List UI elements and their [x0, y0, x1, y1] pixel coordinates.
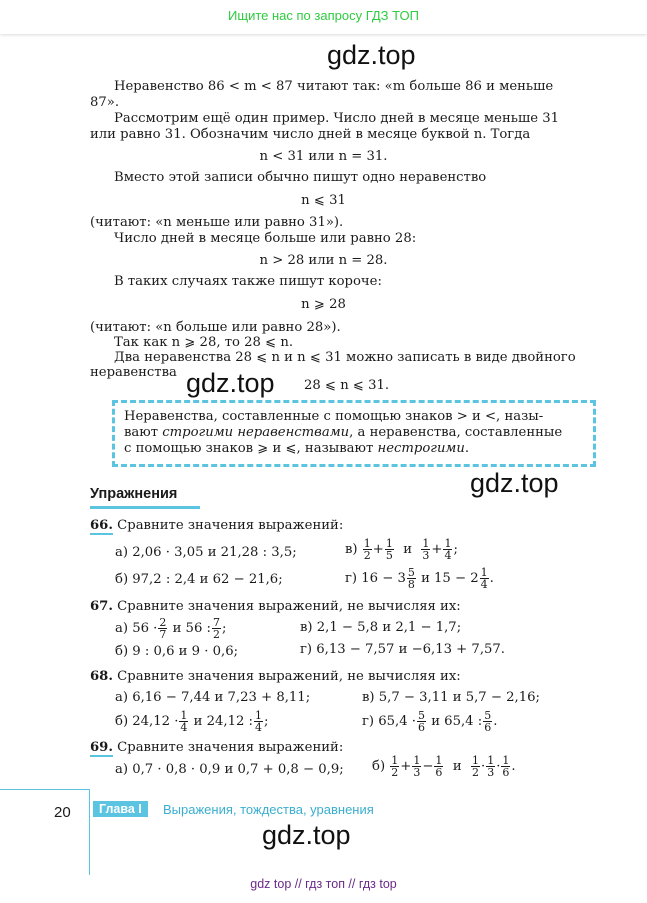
- formula: n > 28 или n = 28.: [259, 253, 388, 268]
- top-banner: [0, 0, 647, 34]
- watermark: gdz.top: [186, 368, 275, 398]
- formula: n ⩽ 31: [301, 193, 346, 208]
- exercise-66-a: а) 2,06 · 3,05 и 21,28 : 3,5;: [115, 545, 297, 560]
- exercise-67-b: б) 9 : 0,6 и 9 · 0,6;: [115, 644, 239, 659]
- exercise-69-a: а) 0,7 · 0,8 · 0,9 и 0,7 + 0,8 − 0,9;: [115, 762, 344, 777]
- footer-divider: [89, 790, 90, 875]
- exercise-69: 69. Сравните значения выражений:: [90, 740, 344, 755]
- chapter-label: Глава I: [93, 801, 148, 817]
- text-line: неравенства: [90, 365, 177, 380]
- formula: n ⩾ 28: [301, 297, 346, 312]
- exercise-67-v: в) 2,1 − 5,8 и 2,1 − 1,7;: [300, 620, 462, 635]
- exercise-67-g: г) 6,13 − 7,57 и −6,13 + 7,57.: [300, 642, 505, 657]
- footer-divider: [0, 789, 90, 790]
- exercise-68-b: б) 24,12 · $\frac{1}{4}$ и 24,12 : $\frac{1}{4}$ ;: [115, 709, 269, 734]
- formula: 28 ⩽ n ⩽ 31.: [304, 378, 390, 393]
- text-line: Число дней в месяце больше или равно 28:: [114, 231, 417, 246]
- exercise-66-g: г) 16 − 3 $\frac{5}{8}$ и 15 − 2 $\frac{1}{4}$ .: [345, 566, 494, 591]
- text-line: В таких случаях также пишут короче:: [114, 274, 382, 289]
- text-line: Вместо этой записи обычно пишут одно неравенство: [114, 170, 487, 185]
- watermark: gdz.top: [327, 40, 416, 70]
- section-heading: Упражнения: [90, 486, 178, 502]
- exercise-67-a: а) 56 · $\frac{2}{7}$ и 56 : $\frac{7}{2}$ ;: [115, 616, 227, 641]
- watermark: gdz.top: [262, 820, 351, 850]
- formula: n < 31 или n = 31.: [259, 149, 388, 164]
- text-line: или равно 31. Обозначим число дней в месяце буквой n. Тогда: [90, 127, 531, 142]
- top-banner-text: Ищите нас по запросу ГДЗ ТОП: [228, 8, 419, 23]
- text-line: (читают: «n меньше или равно 31»).: [90, 215, 344, 230]
- exercise-69-b: б) $\frac{1}{2}$ + $\frac{1}{3}$ − $\frac{1}{6}$ и $\frac{1}{2}$ · $\frac{1}{3}$ · $\frac{1}{6}$ .: [372, 754, 516, 779]
- exercise-68: 68. Сравните значения выражений, не вычисляя их:: [90, 669, 461, 684]
- text-line: Так как n ⩾ 28, то 28 ⩽ n.: [114, 335, 294, 350]
- bottom-links: gdz top // гдз топ // гдз top: [250, 877, 397, 891]
- exercise-66: 66. Сравните значения выражений:: [90, 518, 344, 533]
- chapter-title: Выражения, тождества, уравнения: [163, 802, 374, 817]
- text-line: Два неравенства 28 ⩽ n и n ⩽ 31 можно записать в виде двойного: [114, 350, 576, 365]
- text-line: (читают: «n больше или равно 28»).: [90, 320, 341, 335]
- definition-line: вают строгими неравенствами, а неравенства, составленные: [124, 425, 563, 440]
- text-line: Неравенство 86 < m < 87 читают так: «m больше 86 и меньше: [114, 79, 554, 94]
- text-line: Рассмотрим ещё один пример. Число дней в месяце меньше 31: [114, 111, 559, 126]
- exercise-68-g: г) 65,4 · $\frac{5}{6}$ и 65,4 : $\frac{5}{6}$ .: [362, 709, 498, 734]
- exercise-67: 67. Сравните значения выражений, не вычисляя их:: [90, 599, 461, 614]
- definition-line: Неравенства, составленные с помощью знаков > и <, назы-: [124, 409, 544, 424]
- exercise-68-v: в) 5,7 − 3,11 и 5,7 − 2,16;: [362, 690, 540, 705]
- exercise-66-b: б) 97,2 : 2,4 и 62 − 21,6;: [115, 572, 283, 587]
- page-number: 20: [54, 804, 71, 821]
- heading-underline: [90, 506, 200, 509]
- definition-line: с помощью знаков ⩾ и ⩽, называют нестрогими.: [124, 441, 470, 456]
- exercise-66-v: в) $\frac{1}{2}$ + $\frac{1}{5}$ и $\frac{1}{3}$ + $\frac{1}{4}$ ;: [345, 537, 458, 562]
- watermark: gdz.top: [470, 468, 559, 498]
- exercise-68-a: а) 6,16 − 7,44 и 7,23 + 8,11;: [115, 690, 311, 705]
- text-line: 87».: [90, 95, 120, 110]
